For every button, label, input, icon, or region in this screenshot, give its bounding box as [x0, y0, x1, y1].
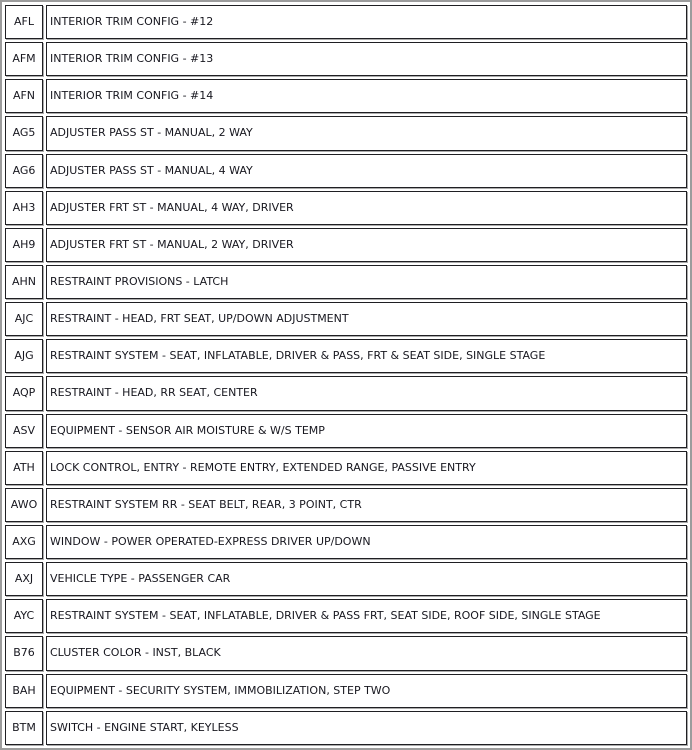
table-row: [5, 488, 687, 522]
rpo-code-cell: BAH: [5, 674, 43, 708]
rpo-description-cell: INTERIOR TRIM CONFIG - #12: [46, 5, 687, 39]
table-row: [5, 414, 687, 448]
rpo-description-cell: INTERIOR TRIM CONFIG - #14: [46, 79, 687, 113]
rpo-code-cell: ATH: [5, 451, 43, 485]
table-row: [5, 674, 687, 708]
table-row: [5, 636, 687, 670]
table-row: [5, 451, 687, 485]
table-row: [5, 711, 687, 745]
rpo-code-cell: AJC: [5, 302, 43, 336]
rpo-code-cell: AQP: [5, 376, 43, 410]
rpo-description-cell: RESTRAINT SYSTEM - SEAT, INFLATABLE, DRIVER & PASS FRT, SEAT SIDE, ROOF SIDE, SINGLE STAGE: [46, 599, 687, 633]
rpo-code-cell: BTM: [5, 711, 43, 745]
rpo-description-cell: EQUIPMENT - SECURITY SYSTEM, IMMOBILIZATION, STEP TWO: [46, 674, 687, 708]
rpo-description-cell: WINDOW - POWER OPERATED-EXPRESS DRIVER UP/DOWN: [46, 525, 687, 559]
rpo-code-cell: AHN: [5, 265, 43, 299]
table-row: [5, 376, 687, 410]
table-row: [5, 265, 687, 299]
rpo-description-cell: ADJUSTER FRT ST - MANUAL, 4 WAY, DRIVER: [46, 191, 687, 225]
rpo-code-cell: AWO: [5, 488, 43, 522]
rpo-description-cell: ADJUSTER FRT ST - MANUAL, 2 WAY, DRIVER: [46, 228, 687, 262]
table-row: [5, 5, 687, 39]
table-row: [5, 79, 687, 113]
rpo-description-cell: RESTRAINT SYSTEM RR - SEAT BELT, REAR, 3 POINT, CTR: [46, 488, 687, 522]
rpo-code-cell: AFL: [5, 5, 43, 39]
rpo-code-cell: AH3: [5, 191, 43, 225]
rpo-description-cell: INTERIOR TRIM CONFIG - #13: [46, 42, 687, 76]
rpo-code-cell: AXJ: [5, 562, 43, 596]
rpo-code-cell: AFM: [5, 42, 43, 76]
table-row: [5, 154, 687, 188]
rpo-codes-table-body: [5, 5, 687, 745]
table-row: [5, 191, 687, 225]
rpo-description-cell: LOCK CONTROL, ENTRY - REMOTE ENTRY, EXTENDED RANGE, PASSIVE ENTRY: [46, 451, 687, 485]
rpo-code-cell: AJG: [5, 339, 43, 373]
rpo-description-cell: ADJUSTER PASS ST - MANUAL, 4 WAY: [46, 154, 687, 188]
rpo-code-cell: ASV: [5, 414, 43, 448]
table-row: [5, 228, 687, 262]
rpo-code-cell: AXG: [5, 525, 43, 559]
rpo-description-cell: RESTRAINT SYSTEM - SEAT, INFLATABLE, DRIVER & PASS, FRT & SEAT SIDE, SINGLE STAGE: [46, 339, 687, 373]
rpo-description-cell: VEHICLE TYPE - PASSENGER CAR: [46, 562, 687, 596]
rpo-description-cell: CLUSTER COLOR - INST, BLACK: [46, 636, 687, 670]
rpo-code-cell: AYC: [5, 599, 43, 633]
table-row: [5, 302, 687, 336]
rpo-description-cell: RESTRAINT PROVISIONS - LATCH: [46, 265, 687, 299]
table-row: [5, 339, 687, 373]
table-row: [5, 599, 687, 633]
table-row: [5, 562, 687, 596]
rpo-code-cell: AH9: [5, 228, 43, 262]
rpo-code-cell: B76: [5, 636, 43, 670]
table-row: [5, 42, 687, 76]
rpo-description-cell: ADJUSTER PASS ST - MANUAL, 2 WAY: [46, 116, 687, 150]
rpo-code-cell: AG6: [5, 154, 43, 188]
table-row: [5, 116, 687, 150]
rpo-code-cell: AG5: [5, 116, 43, 150]
rpo-description-cell: EQUIPMENT - SENSOR AIR MOISTURE & W/S TEMP: [46, 414, 687, 448]
table-row: [5, 525, 687, 559]
rpo-description-cell: RESTRAINT - HEAD, RR SEAT, CENTER: [46, 376, 687, 410]
rpo-description-cell: RESTRAINT - HEAD, FRT SEAT, UP/DOWN ADJUSTMENT: [46, 302, 687, 336]
rpo-description-cell: SWITCH - ENGINE START, KEYLESS: [46, 711, 687, 745]
rpo-code-cell: AFN: [5, 79, 43, 113]
